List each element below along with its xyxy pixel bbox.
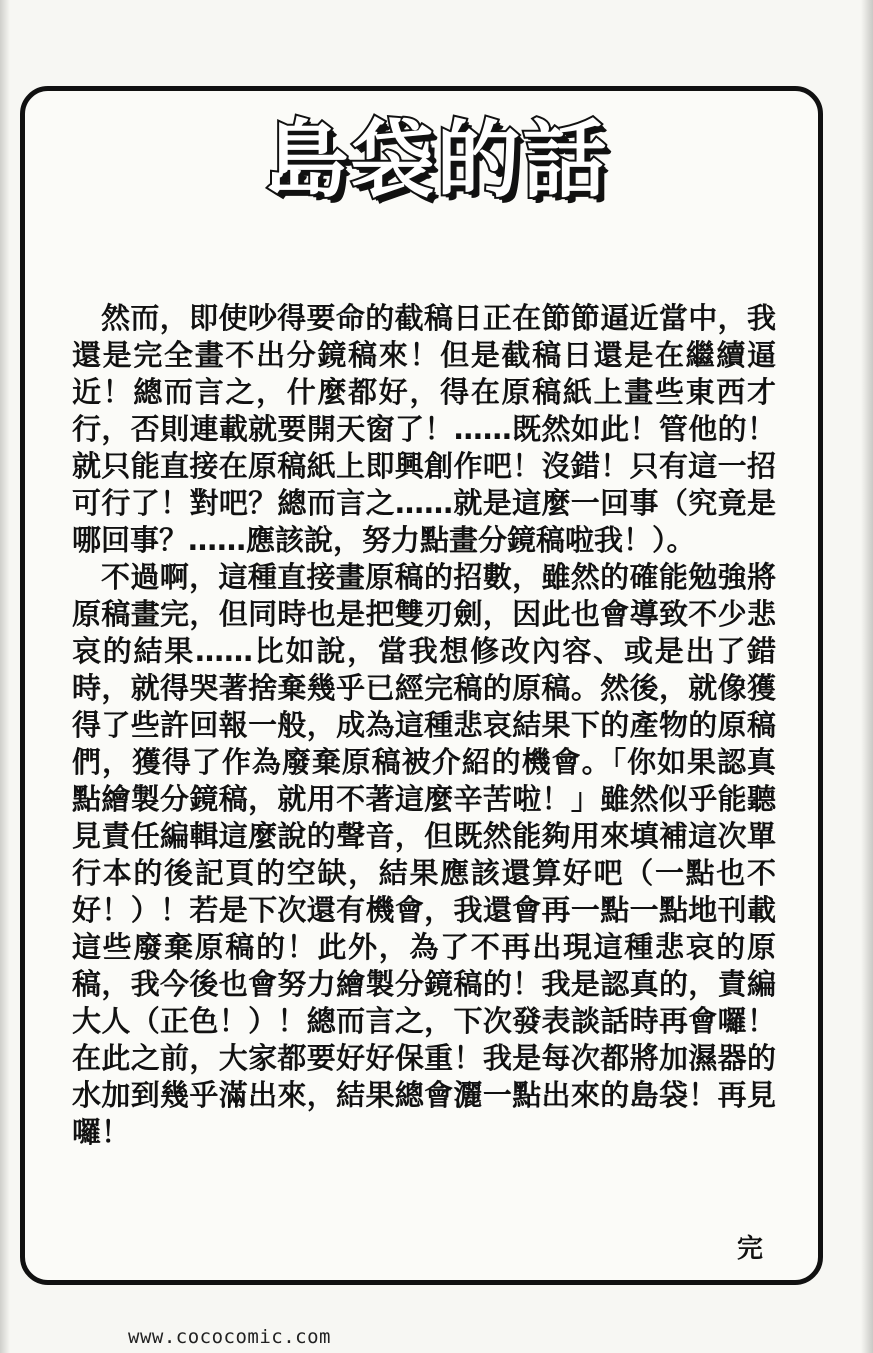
page-title: 島袋的話 — [264, 111, 609, 209]
page-edge-left — [0, 0, 10, 1353]
body-text — [72, 300, 776, 1151]
page-edge-right — [861, 0, 873, 1353]
paragraph-1: 然而，即使吵得要命的截稿日正在節節逼近當中，我還是完全畫不出分鏡稿來！但是截稿日還是在繼續逼近！總而言之，什麼都好，得在原稿紙上畫些東西才行，否則連載就要開天窗了！……既然如此！管他的！就只能直接在原稿紙上即興創作吧！沒錯！只有這一招可行了！對吧？總而言之……就是這麼一回事（究竟是哪回事？……應該說，努力點畫分鏡稿啦我！）。 — [72, 301, 776, 557]
paragraph-2: 不過啊，這種直接畫原稿的招數，雖然的確能勉強將原稿畫完，但同時也是把雙刃劍，因此也會導致不少悲哀的結果……比如說，當我想修改內容、或是出了錯時，就得哭著捨棄幾乎已經完稿的原稿。然後，就像獲得了些許回報一般，成為這種悲哀結果下的產物的原稿們，獲得了作為廢棄原稿被介紹的機會。「你如果認真點繪製分鏡稿，就用不著這麼辛苦啦！」雖然似乎能聽見責任編輯這麼說的聲音，但既然能夠用來填補這次單行本的後記頁的空缺，結果應該還算好吧（一點也不好！）！若是下次還有機會，我還會再一點一點地刊載這些廢棄原稿的！此外，為了不再出現這種悲哀的原稿，我今後也會努力繪製分鏡稿的！我是認真的，責編大人（正色！）！總而言之，下次發表談話時再會囉！在此之前，大家都要好好保重！我是每次都將加濕器的水加到幾乎滿出來，結果總會灑一點出來的島袋！再見囉！ — [72, 560, 776, 1149]
end-mark: 完 — [736, 1234, 763, 1264]
watermark: www.cococomic.com — [128, 1326, 331, 1348]
